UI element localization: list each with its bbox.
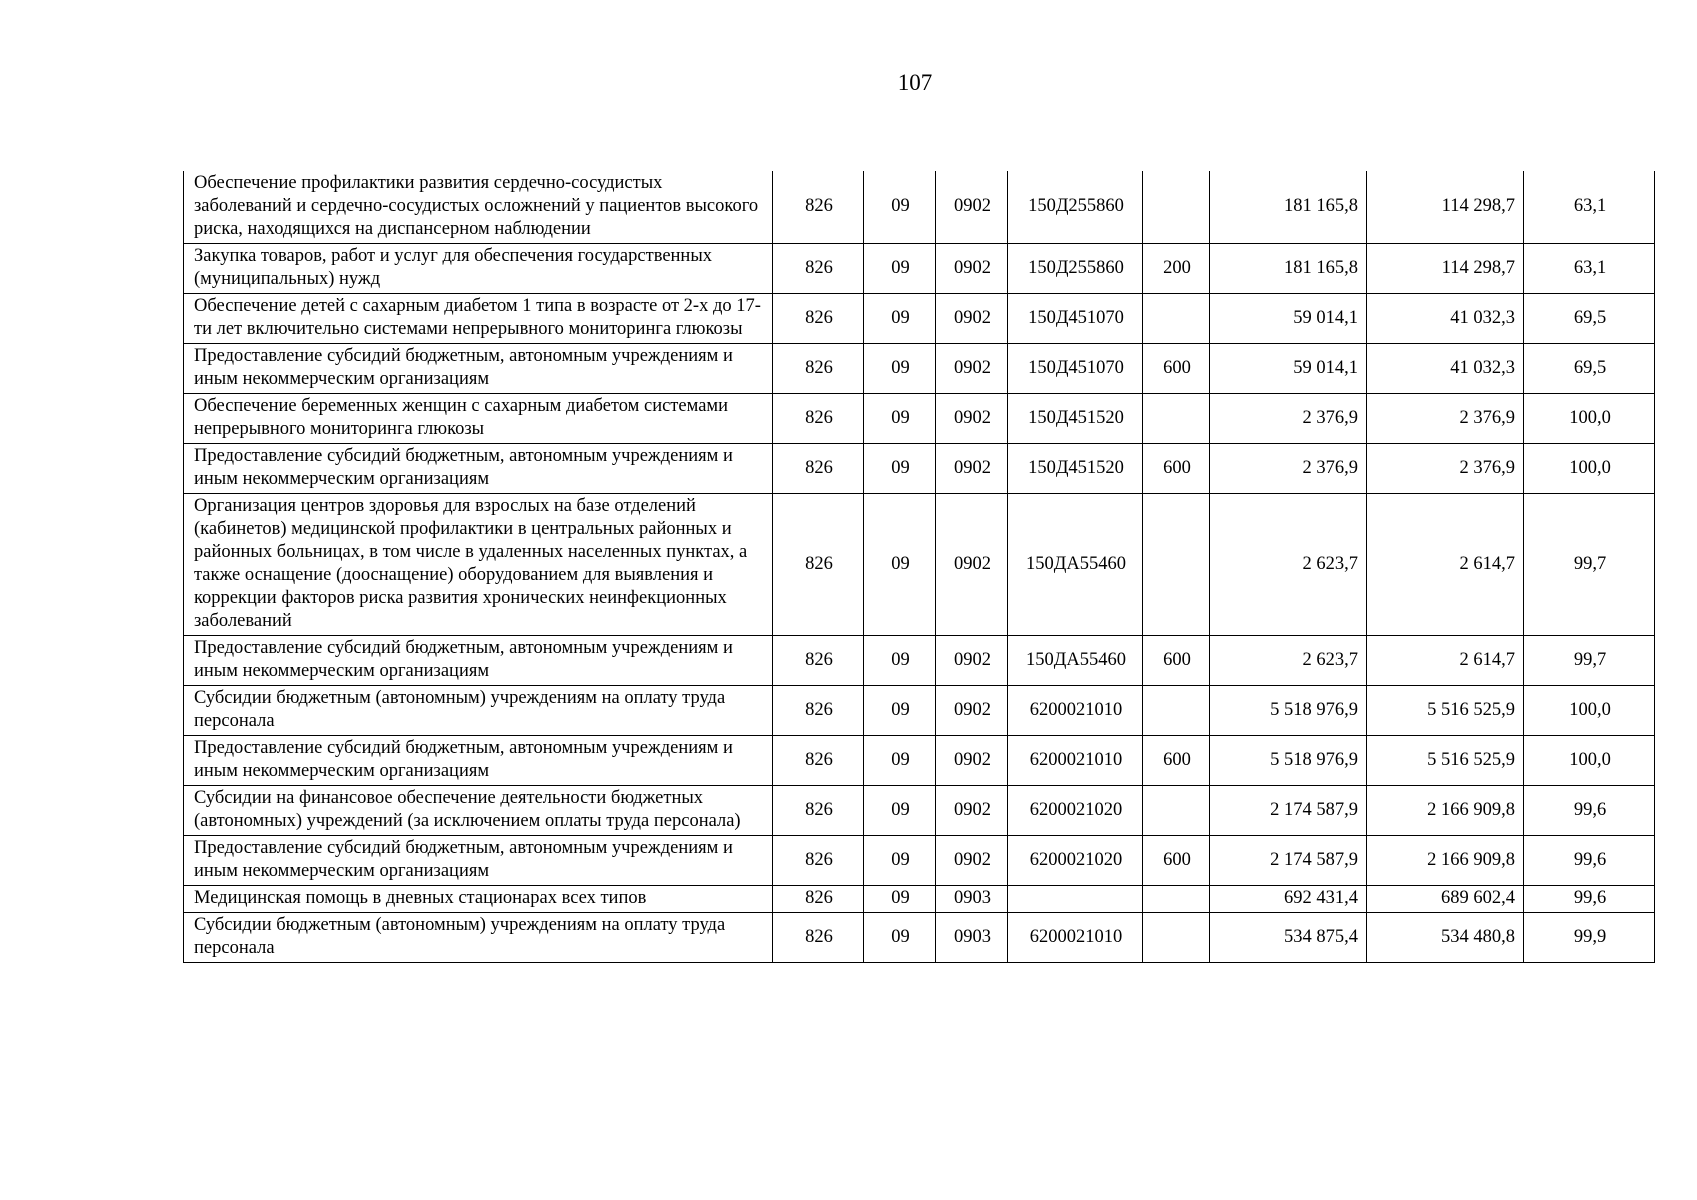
cell-target-article: 150Д451520 — [1008, 394, 1143, 444]
cell-target-article: 150Д255860 — [1008, 244, 1143, 294]
cell-subsection: 0902 — [936, 394, 1008, 444]
cell-actual-amount: 5 516 525,9 — [1367, 736, 1524, 786]
table-row — [184, 244, 1655, 294]
cell-target-article: 6200021010 — [1008, 736, 1143, 786]
table-row — [184, 736, 1655, 786]
cell-name: Организация центров здоровья для взрослых на базе отделений (кабинетов) медицинской профилактики в центральных районных и районных больницах, в том числе в удаленных населенных пунктах, а также оснащение (дооснащение) оборудованием для выявления и коррекции факторов риска развития хронических неинфекционных заболеваний — [184, 494, 773, 636]
cell-target-article: 6200021010 — [1008, 913, 1143, 963]
cell-name: Субсидии бюджетным (автономным) учреждениям на оплату труда персонала — [184, 913, 773, 963]
cell-plan-amount: 2 623,7 — [1210, 494, 1367, 636]
cell-expense-type — [1143, 686, 1210, 736]
cell-subsection: 0902 — [936, 171, 1008, 244]
cell-plan-amount: 5 518 976,9 — [1210, 736, 1367, 786]
cell-actual-amount: 2 376,9 — [1367, 444, 1524, 494]
cell-percent: 100,0 — [1524, 394, 1655, 444]
table-row — [184, 836, 1655, 886]
cell-target-article: 6200021010 — [1008, 686, 1143, 736]
cell-target-article: 6200021020 — [1008, 786, 1143, 836]
cell-subsection: 0902 — [936, 494, 1008, 636]
cell-section: 09 — [864, 686, 936, 736]
cell-name: Закупка товаров, работ и услуг для обеспечения государственных (муниципальных) нужд — [184, 244, 773, 294]
table-row — [184, 686, 1655, 736]
cell-percent: 99,7 — [1524, 636, 1655, 686]
cell-plan-amount: 2 376,9 — [1210, 394, 1367, 444]
cell-name: Обеспечение детей с сахарным диабетом 1 типа в возрасте от 2-х до 17-ти лет включительно системами непрерывного мониторинга глюкозы — [184, 294, 773, 344]
table-row — [184, 786, 1655, 836]
cell-target-article — [1008, 886, 1143, 913]
cell-ministry: 826 — [773, 913, 864, 963]
cell-ministry: 826 — [773, 686, 864, 736]
cell-name: Субсидии на финансовое обеспечение деятельности бюджетных (автономных) учреждений (за исключением оплаты труда персонала) — [184, 786, 773, 836]
cell-expense-type — [1143, 171, 1210, 244]
table-row — [184, 344, 1655, 394]
cell-actual-amount: 41 032,3 — [1367, 294, 1524, 344]
cell-percent: 99,6 — [1524, 886, 1655, 913]
cell-name: Предоставление субсидий бюджетным, автономным учреждениям и иным некоммерческим организациям — [184, 444, 773, 494]
cell-plan-amount: 59 014,1 — [1210, 344, 1367, 394]
cell-ministry: 826 — [773, 836, 864, 886]
cell-percent: 69,5 — [1524, 344, 1655, 394]
cell-actual-amount: 2 376,9 — [1367, 394, 1524, 444]
budget-table — [183, 171, 1655, 963]
cell-expense-type: 200 — [1143, 244, 1210, 294]
cell-actual-amount: 534 480,8 — [1367, 913, 1524, 963]
cell-subsection: 0902 — [936, 344, 1008, 394]
table-row — [184, 636, 1655, 686]
cell-name: Предоставление субсидий бюджетным, автономным учреждениям и иным некоммерческим организациям — [184, 836, 773, 886]
cell-percent: 100,0 — [1524, 736, 1655, 786]
cell-ministry: 826 — [773, 394, 864, 444]
cell-name: Медицинская помощь в дневных стационарах всех типов — [184, 886, 773, 913]
cell-percent: 99,7 — [1524, 494, 1655, 636]
cell-name: Обеспечение беременных женщин с сахарным диабетом системами непрерывного мониторинга глюкозы — [184, 394, 773, 444]
cell-expense-type: 600 — [1143, 736, 1210, 786]
table-row — [184, 171, 1655, 244]
cell-ministry: 826 — [773, 886, 864, 913]
cell-subsection: 0902 — [936, 244, 1008, 294]
cell-target-article: 150Д255860 — [1008, 171, 1143, 244]
cell-ministry: 826 — [773, 494, 864, 636]
cell-expense-type — [1143, 494, 1210, 636]
cell-plan-amount: 2 174 587,9 — [1210, 836, 1367, 886]
cell-section: 09 — [864, 294, 936, 344]
cell-name: Субсидии бюджетным (автономным) учреждениям на оплату труда персонала — [184, 686, 773, 736]
cell-section: 09 — [864, 244, 936, 294]
cell-section: 09 — [864, 836, 936, 886]
cell-section: 09 — [864, 394, 936, 444]
cell-percent: 99,6 — [1524, 786, 1655, 836]
cell-plan-amount: 2 623,7 — [1210, 636, 1367, 686]
cell-subsection: 0903 — [936, 913, 1008, 963]
cell-actual-amount: 2 614,7 — [1367, 636, 1524, 686]
cell-expense-type: 600 — [1143, 836, 1210, 886]
cell-subsection: 0902 — [936, 686, 1008, 736]
cell-target-article: 150Д451520 — [1008, 444, 1143, 494]
cell-subsection: 0902 — [936, 786, 1008, 836]
cell-section: 09 — [864, 344, 936, 394]
cell-section: 09 — [864, 913, 936, 963]
table-row — [184, 913, 1655, 963]
cell-subsection: 0903 — [936, 886, 1008, 913]
cell-ministry: 826 — [773, 444, 864, 494]
cell-ministry: 826 — [773, 244, 864, 294]
cell-plan-amount: 5 518 976,9 — [1210, 686, 1367, 736]
cell-actual-amount: 689 602,4 — [1367, 886, 1524, 913]
cell-expense-type — [1143, 786, 1210, 836]
cell-percent: 63,1 — [1524, 171, 1655, 244]
cell-expense-type — [1143, 394, 1210, 444]
cell-actual-amount: 5 516 525,9 — [1367, 686, 1524, 736]
cell-expense-type — [1143, 913, 1210, 963]
cell-section: 09 — [864, 786, 936, 836]
cell-percent: 100,0 — [1524, 444, 1655, 494]
cell-actual-amount: 2 166 909,8 — [1367, 786, 1524, 836]
cell-ministry: 826 — [773, 736, 864, 786]
cell-target-article: 150ДА55460 — [1008, 636, 1143, 686]
cell-expense-type: 600 — [1143, 444, 1210, 494]
cell-name: Обеспечение профилактики развития сердечно-сосудистых заболеваний и сердечно-сосудистых осложнений у пациентов высокого риска, находящихся на диспансерном наблюдении — [184, 171, 773, 244]
cell-ministry: 826 — [773, 786, 864, 836]
cell-section: 09 — [864, 171, 936, 244]
cell-percent: 99,9 — [1524, 913, 1655, 963]
cell-ministry: 826 — [773, 636, 864, 686]
table-row — [184, 294, 1655, 344]
cell-plan-amount: 692 431,4 — [1210, 886, 1367, 913]
cell-target-article: 6200021020 — [1008, 836, 1143, 886]
cell-section: 09 — [864, 736, 936, 786]
table-row — [184, 444, 1655, 494]
page-number: 107 — [897, 70, 933, 95]
cell-actual-amount: 2 614,7 — [1367, 494, 1524, 636]
cell-target-article: 150ДА55460 — [1008, 494, 1143, 636]
cell-actual-amount: 2 166 909,8 — [1367, 836, 1524, 886]
cell-subsection: 0902 — [936, 736, 1008, 786]
cell-name: Предоставление субсидий бюджетным, автономным учреждениям и иным некоммерческим организациям — [184, 344, 773, 394]
cell-target-article: 150Д451070 — [1008, 294, 1143, 344]
cell-name: Предоставление субсидий бюджетным, автономным учреждениям и иным некоммерческим организациям — [184, 636, 773, 686]
cell-expense-type — [1143, 886, 1210, 913]
cell-subsection: 0902 — [936, 444, 1008, 494]
cell-ministry: 826 — [773, 171, 864, 244]
cell-subsection: 0902 — [936, 836, 1008, 886]
cell-section: 09 — [864, 444, 936, 494]
cell-actual-amount: 114 298,7 — [1367, 171, 1524, 244]
table-row — [184, 494, 1655, 636]
cell-ministry: 826 — [773, 344, 864, 394]
cell-subsection: 0902 — [936, 636, 1008, 686]
cell-plan-amount: 181 165,8 — [1210, 171, 1367, 244]
cell-section: 09 — [864, 636, 936, 686]
cell-section: 09 — [864, 886, 936, 913]
cell-target-article: 150Д451070 — [1008, 344, 1143, 394]
cell-percent: 63,1 — [1524, 244, 1655, 294]
cell-expense-type — [1143, 294, 1210, 344]
cell-plan-amount: 2 174 587,9 — [1210, 786, 1367, 836]
cell-percent: 69,5 — [1524, 294, 1655, 344]
cell-plan-amount: 59 014,1 — [1210, 294, 1367, 344]
cell-name: Предоставление субсидий бюджетным, автономным учреждениям и иным некоммерческим организациям — [184, 736, 773, 786]
cell-percent: 99,6 — [1524, 836, 1655, 886]
table-row — [184, 886, 1655, 913]
cell-plan-amount: 534 875,4 — [1210, 913, 1367, 963]
cell-percent: 100,0 — [1524, 686, 1655, 736]
cell-plan-amount: 2 376,9 — [1210, 444, 1367, 494]
cell-ministry: 826 — [773, 294, 864, 344]
cell-plan-amount: 181 165,8 — [1210, 244, 1367, 294]
cell-expense-type: 600 — [1143, 344, 1210, 394]
table-row — [184, 394, 1655, 444]
cell-expense-type: 600 — [1143, 636, 1210, 686]
cell-actual-amount: 41 032,3 — [1367, 344, 1524, 394]
cell-subsection: 0902 — [936, 294, 1008, 344]
cell-actual-amount: 114 298,7 — [1367, 244, 1524, 294]
cell-section: 09 — [864, 494, 936, 636]
